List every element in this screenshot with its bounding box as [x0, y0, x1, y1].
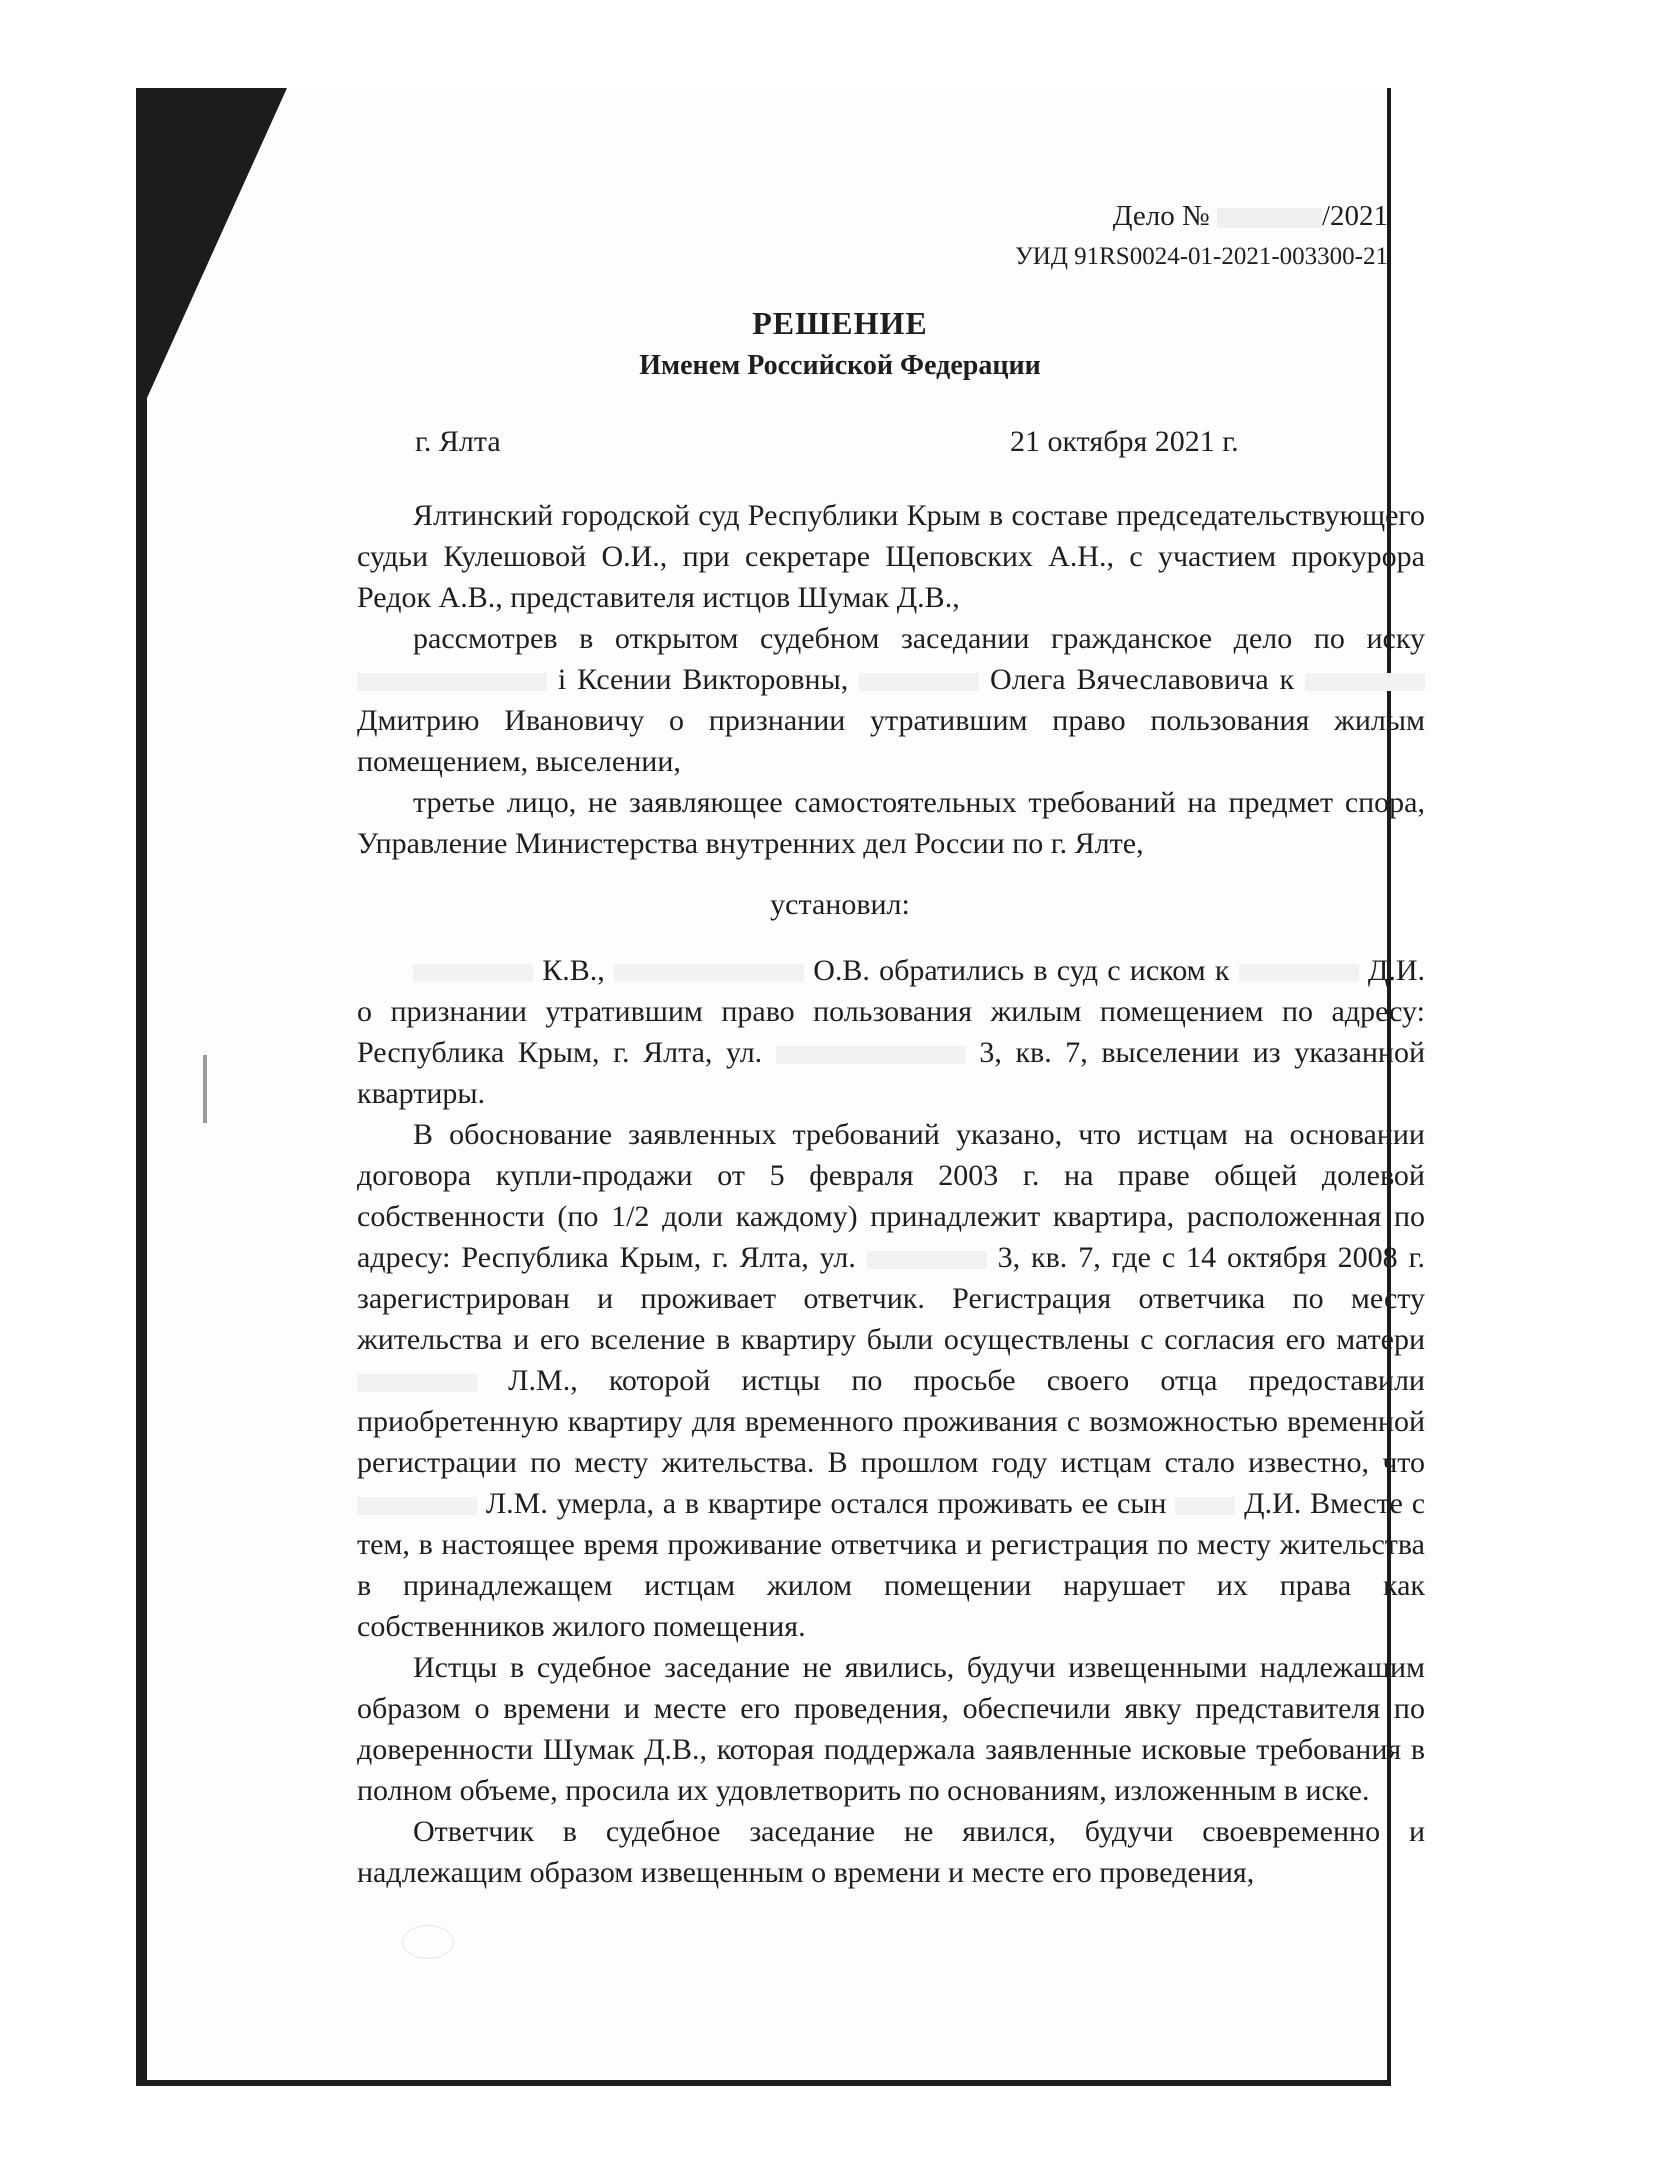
redacted-block [357, 1374, 477, 1392]
paragraph-text: Д.И. о признании утратившим право пользования жилым помещением по адресу: Республика Крым, г. Ялта, ул. [357, 954, 1426, 1069]
intro-paragraph-1: Ялтинский городской суд Республики Крым в составе председательствующего судьи Кулешовой О.И., при секретаре Щеповских А.Н., с участием прокурора Редок А.В., представителя истцов Шумак Д.В., [357, 499, 1425, 614]
paragraph-grounds [357, 1114, 1425, 1647]
intro-text: Дмитрию Ивановичу о признании утратившим право пользования жилым помещением, выселении, [357, 704, 1425, 778]
punch-hole [402, 1925, 454, 1959]
redacted-block [859, 673, 979, 691]
redacted-block [357, 673, 547, 691]
established-heading: установил: [770, 888, 910, 921]
case-number-prefix: Дело № [1112, 200, 1210, 232]
redacted-block [413, 964, 533, 982]
margin-mark [203, 1055, 207, 1123]
redacted-block [1239, 964, 1359, 982]
paragraph-claim [357, 950, 1425, 1114]
paragraph-text: Д.И. Вместе с тем, в настоящее время проживание ответчика и регистрация по месту жительства в принадлежащем истцам жилом помещении нарушает их права как собственников жилого помещения. [357, 1487, 1426, 1643]
redacted-block [1217, 208, 1322, 228]
redacted-block [614, 964, 804, 982]
main-block [357, 950, 1425, 1893]
redacted-block [776, 1046, 966, 1064]
intro-text: Олега Вячеславовича к [990, 663, 1295, 696]
paragraph-text: Л.М. умерла, а в квартире остался проживать ее сын [485, 1487, 1167, 1520]
intro-paragraph-2 [357, 618, 1425, 782]
paragraph-plaintiffs: Истцы в судебное заседание не явились, будучи извещенными надлежащим образом о времени и месте его проведения, обеспечили явку представителя по доверенности Шумак Д.В., которая поддержала заявленные исковые требования в полном объеме, просила их удовлетворить по основаниям, изложенным в иске. [357, 1651, 1425, 1807]
redacted-block [1175, 1497, 1235, 1515]
paragraph-text: Л.М., которой истцы по просьбе своего отца предоставили приобретенную квартиру для временного проживания с возможностью временной регистрации по месту жительства. В прошлом году истцам стало известно, что [357, 1364, 1425, 1479]
case-number [1113, 200, 1388, 233]
redacted-block [1305, 673, 1425, 691]
uid: УИД 91RS0024-01-2021-003300-21 [1015, 243, 1388, 270]
paragraph-text: О.В. обратились в суд с иском к [813, 954, 1230, 987]
paragraph-text: 3, кв. 7, где с 14 октября 2008 г. зарегистрирован и проживает ответчик. Регистрация ответчика по месту жительства и его вселение в квартиру были осуществлены с согласия его матери [357, 1241, 1425, 1356]
document-subtitle: Именем Российской Федерации [639, 350, 1041, 381]
paragraph-text: 3, кв. 7, выселении из указанной квартиры. [357, 1036, 1425, 1110]
intro-paragraph-3: третье лицо, не заявляющее самостоятельных требований на предмет спора, Управление Министерства внутренних дел России по г. Ялте, [357, 786, 1425, 860]
redacted-block [867, 1251, 987, 1269]
place: г. Ялта [415, 425, 501, 458]
document-title: РЕШЕНИЕ [752, 305, 928, 341]
date: 21 октября 2021 г. [1010, 425, 1239, 458]
paragraph-defendant: Ответчик в судебное заседание не явился, будучи своевременно и надлежащим образом извещенным о времени и месте его проведения, [357, 1815, 1425, 1889]
paragraph-text: В обоснование заявленных требований указано, что истцам на основании договора купли-продажи от 5 февраля 2003 г. на праве общей долевой собственности (по 1/2 доли каждому) принадлежит квартира, расположенная по адресу: Республика Крым, г. Ялта, ул. [357, 1118, 1425, 1274]
paragraph-text: К.В., [542, 954, 605, 987]
redacted-block [357, 1497, 477, 1515]
case-number-suffix: /2021 [1321, 200, 1388, 232]
intro-text: рассмотрев в открытом судебном заседании гражданское дело по иску [413, 622, 1425, 655]
intro-block [357, 495, 1425, 864]
intro-text: і Ксении Викторовны, [557, 663, 849, 696]
